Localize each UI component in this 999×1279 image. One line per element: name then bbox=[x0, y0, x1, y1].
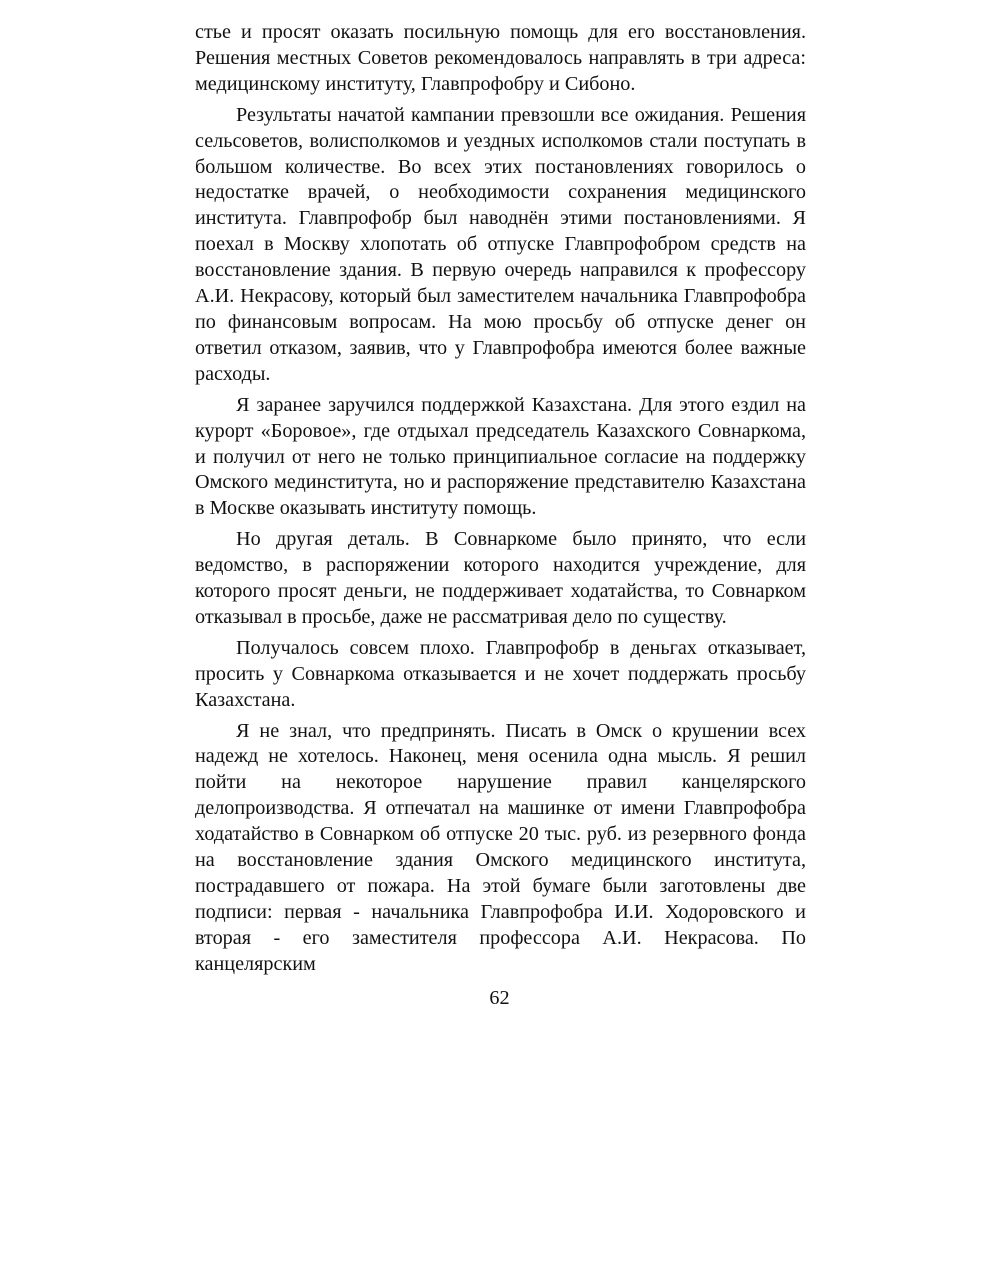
paragraph-5: Получалось совсем плохо. Главпрофобр в деньгах отказывает, просить у Совнаркома отказывается и не хочет поддержать просьбу Казахстана. bbox=[195, 636, 806, 711]
paragraph-2: Результаты начатой кампании превзошли все ожидания. Решения сельсоветов, волисполкомов и уездных исполкомов стали поступать в большом количестве. Во всех этих постановлениях говорилось о недостатке врачей, о необходимости сохранения медицинского института. Главпрофобр был наводнён этими постановлениями. Я поехал в Москву хлопотать об отпуске Главпрофобром средств на восстановление здания. В первую очередь направился к профессору А.И. Некрасову, который был заместителем начальника Главпрофобра по финансовым вопросам. На мою просьбу об отпуске денег он ответил отказом, заявив, что у Главпрофобра имеются более важные расходы. bbox=[195, 103, 806, 385]
paragraph-1: стье и просят оказать посильную помощь для его восстановления. Решения местных Советов рекомендовалось направлять в три адреса: медицинскому институту, Главпрофобру и Сибоно. bbox=[195, 21, 806, 95]
paragraph-6: Я не знал, что предпринять. Писать в Омск о крушении всех надежд не хотелось. Наконец, меня осенила одна мысль. Я решил пойти на некоторое нарушение правил канцелярского делопроизводства. Я отпечатал на машинке от имени Главпрофобра ходатайство в Совнарком об отпуске 20 тыс. руб. из резервного фонда на восстановление здания Омского медицинского института, пострадавшего от пожара. На этой бумаге были заготовлены две подписи: первая - начальника Главпрофобра И.И. Ходоровского и вторая - его заместителя профессора А.И. Некрасова. По канцелярским bbox=[195, 719, 806, 975]
page-number: 62 bbox=[489, 987, 510, 1009]
paragraph-4: Но другая деталь. В Совнаркоме было принято, что если ведомство, в распоряжении которого находится учреждение, для которого просят деньги, не поддерживает ходатайства, то Совнарком отказывал в просьбе, даже не рассматривая дело по существу. bbox=[195, 528, 806, 628]
paragraph-3: Я заранее заручился поддержкой Казахстана. Для этого ездил на курорт «Боровое», где отдыхал председатель Казахского Совнаркома, и получил от него не только принципиальное согласие на поддержку Омского мединститута, но и распоряжение представителю Казахстана в Москве оказывать институту помощь. bbox=[195, 393, 806, 520]
body-text bbox=[195, 20, 806, 983]
